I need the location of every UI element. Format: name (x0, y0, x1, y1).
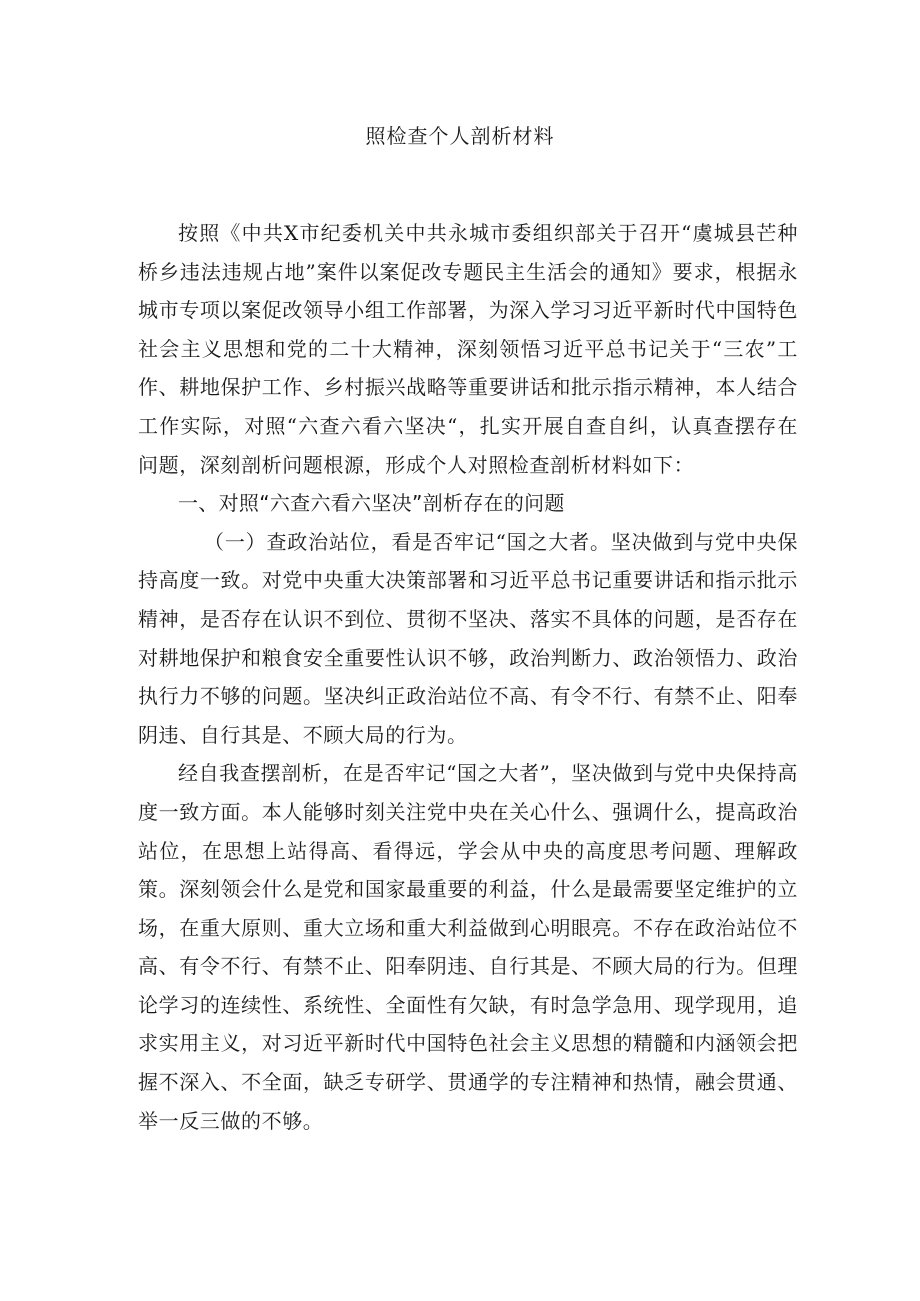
subsection-paragraph: （一）查政治站位，看是否牢记“国之大者。坚决做到与党中央保持高度一致。对党中央重大决策部署和习近平总书记重要讲话和指示批示精神，是否存在认识不到位、贯彻不坚决、落实不具体的问题，是否存在对耕地保护和粮食安全重要性认识不够，政治判断力、政治领悟力、政治执行力不够的问题。坚决纠正政治站位不高、有令不行、有禁不止、阳奉阴违、自行其是、不顾大局的行为。 (138, 529, 798, 747)
analysis-paragraph: 经自我查摆剖析，在是否牢记“国之大者”，坚决做到与党中央保持高度一致方面。本人能够时刻关注党中央在关心什么、强调什么，提高政治站位，在思想上站得高、看得远，学会从中央的高度思考问题、理解政策。深刻领会什么是党和国家最重要的利益，什么是最需要坚定维护的立场，在重大原则、重大立场和重大利益做到心明眼亮。不存在政治站位不高、有令不行、有禁不止、阳奉阴违、自行其是、不顾大局的行为。但理论学习的连续性、系统性、全面性有欠缺，有时急学急用、现学现用，追求实用主义，对习近平新时代中国特色社会主义思想的精髓和内涵领会把握不深入、不全面，缺乏专研学、贯通学的专注精神和热情，融会贯通、举一反三做的不够。 (138, 761, 798, 1133)
intro-paragraph: 按照《中共X市纪委机关中共永城市委组织部关于召开“虞城县芒种桥乡违法违规占地”案件以案促改专题民主生活会的通知》要求，根据永城市专项以案促改领导小组工作部署，为深入学习习近平新时代中国特色社会主义思想和党的二十大精神，深刻领悟习近平总书记关于“三农”工作、耕地保护工作、乡村振兴战略等重要讲话和批示指示精神，本人结合工作实际，对照“六查六看六坚决“，扎实开展自查自纠，认真查摆存在问题，深刻剖析问题根源，形成个人对照检查剖析材料如下： (138, 221, 798, 477)
document-body (138, 214, 798, 1140)
document-title: 照检查个人剖析材料 (365, 124, 555, 148)
section-heading: 一、对照“六查六看六坚决”剖析存在的问题 (178, 491, 565, 516)
